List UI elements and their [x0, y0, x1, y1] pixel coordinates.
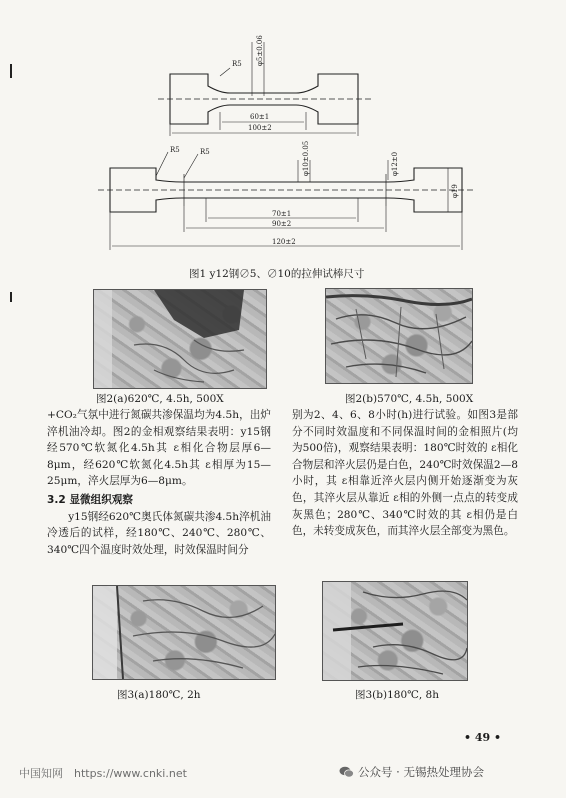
cnki-watermark: 中国知网 https://www.cnki.net [19, 767, 187, 780]
dim-label: R5 [170, 146, 180, 154]
dim-label: φ5±0.06 [256, 35, 264, 66]
body-paragraph: +CO₂气氛中进行氮碳共渗保温均为4.5h，出炉淬机油冷却。图2的金相观察结果表明：y15钢经570℃软氮化4.5h其 ε相化合物层厚6—8μm，经620℃软氮化4.5h其 ε相厚为15—25μm，淬火层厚为6—8μm。 [47, 409, 271, 488]
wechat-icon [339, 766, 354, 778]
dim-label: φ10±0.05 [302, 140, 310, 176]
dim-label: 70±1 [272, 210, 292, 218]
figure3b-caption: 图3(b)180℃, 8h [355, 689, 439, 701]
body-paragraph: 别为2、4、6、8小时(h)进行试验。如图3是部分不同时效温度和不同保温时间的金相照片(均为500倍)，观察结果表明：180℃时效的 ε相化合物层和淬火层仍是白色，240℃时效保温2—8小时，其 ε相靠近淬火层内侧开始逐渐变为灰色，其淬火层从靠近 ε相的外侧一点点的转变成灰黑色；280℃、340℃时效的其 ε相仍是白色，未转变成灰色，而其淬火层全部变为黑色。 [292, 409, 518, 538]
figure1-drawing [88, 30, 488, 265]
figure2b-caption: 图2(b)570℃, 4.5h, 500X [345, 393, 474, 405]
dim-label: R5 [232, 60, 242, 68]
right-column [292, 407, 518, 540]
page-number: • 49 • [464, 731, 502, 744]
margin-mark [10, 64, 12, 78]
wechat-label: 公众号 · 无锡热处理协会 [358, 765, 484, 779]
dim-label: 120±2 [272, 238, 296, 246]
dim-label: 100±2 [248, 124, 272, 132]
figure2a-caption: 图2(a)620℃, 4.5h, 500X [96, 393, 224, 405]
dim-label: φ19 [451, 184, 459, 198]
micrograph-2a [93, 289, 267, 389]
micrograph-3b [322, 581, 468, 681]
dim-label: φ12±0 [391, 151, 399, 176]
micrograph-3a [92, 585, 276, 680]
dim-label: R5 [200, 148, 210, 156]
micrograph-2b [325, 288, 473, 384]
wechat-watermark [339, 764, 484, 780]
dim-label: 90±2 [272, 220, 292, 228]
body-paragraph: y15钢经620℃奥氏体氮碳共渗4.5h淬机油冷透后的试样，经180℃、240℃、280℃、340℃四个温度时效处理，时效保温时间分 [47, 510, 271, 556]
figure3a-caption: 图3(a)180℃, 2h [117, 689, 201, 701]
margin-mark [10, 292, 12, 302]
figure1-caption: 图1 y12钢∅5、∅10的拉伸试棒尺寸 [189, 268, 365, 280]
left-column [47, 407, 271, 558]
dim-label: 60±1 [250, 113, 270, 121]
section-heading: 3.2 显微组织观察 [47, 493, 134, 506]
